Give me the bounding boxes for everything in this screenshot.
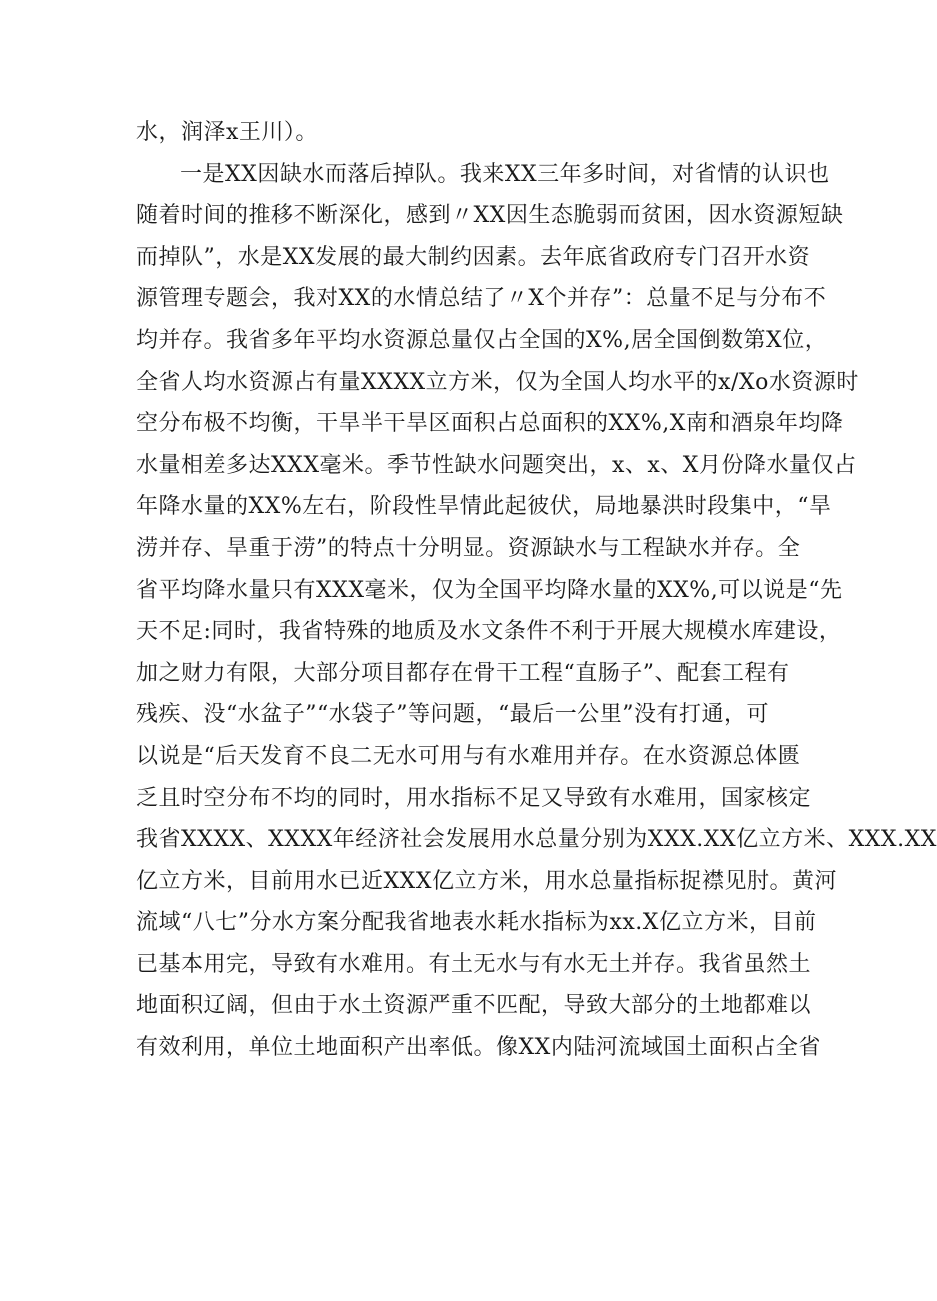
text-line: 我省XXXX、XXXX年经济社会发展用水总量分别为XXX.XX亿立方米、XXX.XX xyxy=(136,827,937,853)
text-line: 源管理专题会，我对XX的水情总结了〃X个并存”：总量不足与分布不 xyxy=(136,286,827,312)
text-line: 涝并存、旱重于涝”的特点十分明显。资源缺水与工程缺水并存。全 xyxy=(136,535,801,561)
text-line: 残疾、没“水盆子”“水袋子”等问题，“最后一公里”没有打通，可 xyxy=(136,702,769,728)
text-line: 已基本用完，导致有水难用。有土无水与有水无土并存。我省虽然土 xyxy=(136,951,812,977)
text-line: 均并存。我省多年平均水资源总量仅占全国的X%,居全国倒数第X位， xyxy=(136,327,828,353)
text-line: 水量相差多达XXX毫米。季节性缺水问题突出，x、x、X月份降水量仅占 xyxy=(136,452,857,478)
text-line: 加之财力有限，大部分项目都存在骨干工程“直肠子”、配套工程有 xyxy=(136,660,790,686)
body-text xyxy=(136,112,937,1069)
text-line: 空分布极不均衡，干旱半干旱区面积占总面积的XX%,X南和酒泉年均降 xyxy=(136,411,844,437)
text-line: 而掉队”，水是XX发展的最大制约因素。去年底省政府专门召开水资 xyxy=(136,244,811,270)
text-line: 流域“八七”分水方案分配我省地表水耗水指标为xx.X亿立方米，目前 xyxy=(136,910,817,936)
paragraph-first-line: 一是XX因缺水而落后掉队。我来XX三年多时间，对省情的认识也 xyxy=(180,161,830,187)
text-line: 天不足:同时，我省特殊的地质及水文条件不利于开展大规模水库建设， xyxy=(136,619,842,645)
text-line: 随着时间的推移不断深化，感到〃XX因生态脆弱而贫困，因水资源短缺 xyxy=(136,203,844,229)
text-line: 水，润泽x王川）。 xyxy=(136,120,318,145)
text-line: 全省人均水资源占有量XXXX立方米，仅为全国人均水平的x/Xo水资源时 xyxy=(136,369,859,395)
text-line: 亿立方米，目前用水已近XXX亿立方米，用水总量指标捉襟见肘。黄河 xyxy=(136,868,837,894)
text-line: 以说是“后天发育不良二无水可用与有水难用并存。在水资源总体匮 xyxy=(136,743,801,769)
text-line: 省平均降水量只有XXX毫米，仅为全国平均降水量的XX%,可以说是“先 xyxy=(136,577,843,603)
text-line: 乏且时空分布不均的同时，用水指标不足又导致有水难用，国家核定 xyxy=(136,785,812,811)
text-line: 地面积辽阔，但由于水土资源严重不匹配，导致大部分的土地都难以 xyxy=(136,993,812,1019)
text-line: 年降水量的XX%左右，阶段性旱情此起彼伏，局地暴洪时段集中，“旱 xyxy=(136,494,832,520)
text-line: 有效利用，单位土地面积产出率低。像XX内陆河流域国土面积占全省 xyxy=(136,1035,821,1061)
